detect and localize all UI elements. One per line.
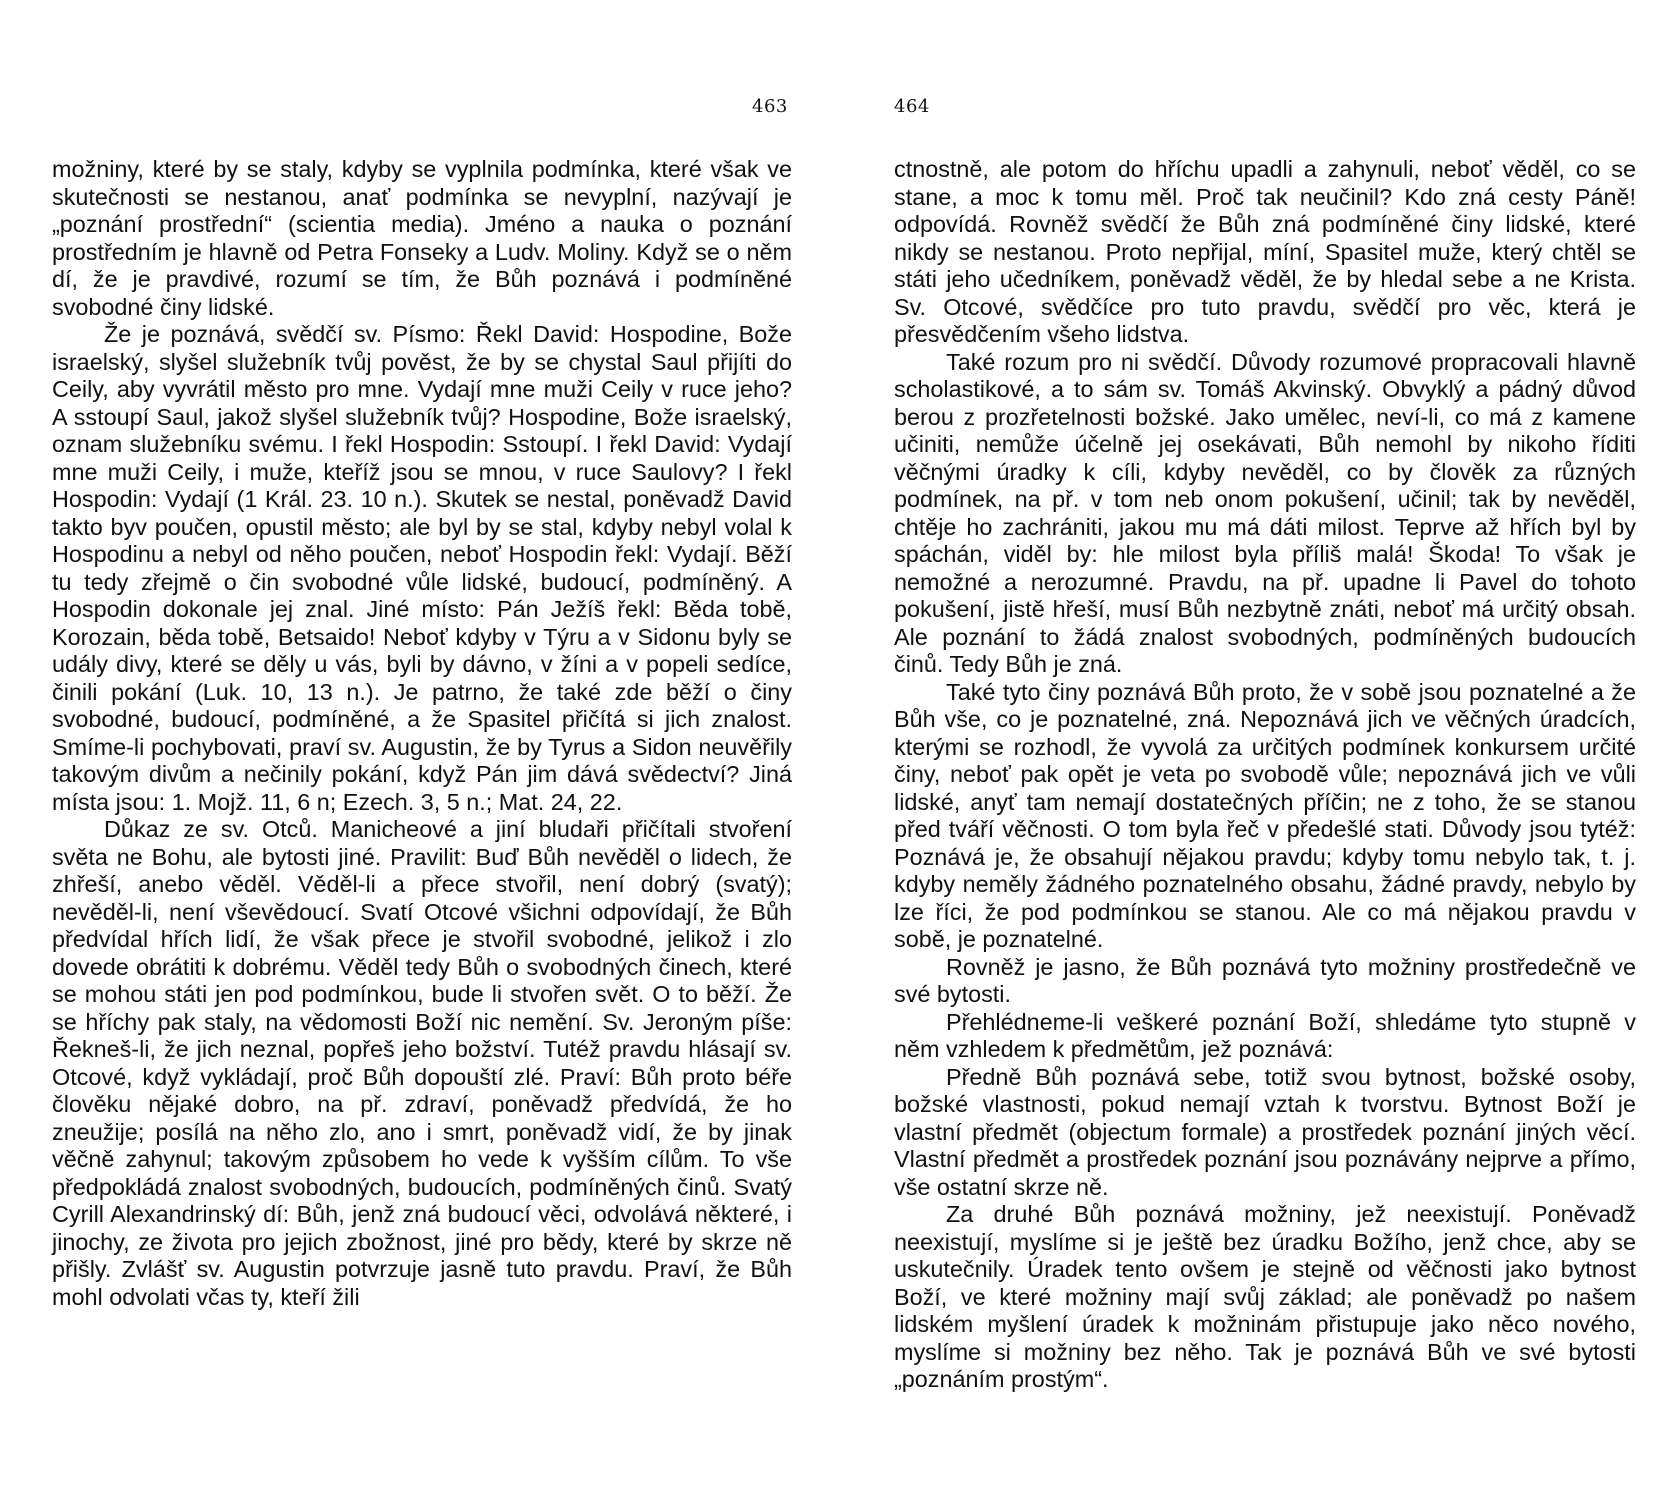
right-text-column (894, 156, 1636, 1394)
right-paragraph-1: ctnostně, ale potom do hříchu upadli a zahynuli, neboť věděl, co se stane, a moc k tomu měl. Proč tak neučinil? Kdo zná cesty Páně! odpovídá. Rovněž svědčí že Bůh zná podmíněné činy lidské, které nikdy se nestanou. Proto nepřijal, míní, Spasitel muže, který chtěl se státi jeho učedníkem, poněvadž věděl, že by hledal sebe a ne Krista. Sv. Otcové, svědčíce pro tuto pravdu, svědčí pro věc, která je přesvědčením všeho lidstva. (894, 156, 1636, 347)
right-paragraph-7: Za druhé Bůh poznává možniny, jež neexistují. Poněvadž neexistují, myslíme si je ještě bez úradku Božího, jenž chce, aby se uskutečnily. Úradek tento ovšem je stejně od věčnosti jako bytnost Boží, ve které možniny mají svůj základ; ale poněvadž po našem lidském myšlení úradek k možninám přistupuje jako něco nového, myslíme si možniny bez něho. Tak je poznává Bůh ve své bytosti „poznáním prostým“. (894, 1201, 1636, 1392)
right-paragraph-5: Přehlédneme-li veškeré poznání Boží, shledáme tyto stupně v něm vzhledem k předmětům, jež poznává: (894, 1008, 1636, 1062)
page-number-left: 463 (752, 96, 788, 117)
left-text-column (52, 156, 792, 1311)
right-paragraph-3: Také tyto činy poznává Bůh proto, že v sobě jsou poznatelné a že Bůh vše, co je poznatelné, zná. Nepoznává jich ve věčných úradcích, kterými se rozhodl, že vyvolá za určitých podmínek konkursem určité činy, neboť pak opět je veta po svobodě vůle; nepoznává jich ve vůli lidské, anyť tam nemají dostatečných příčin; ne z toho, že se stanou před tváří věčnosti. O tom byla řeč v předešlé stati. Důvody jsou tytéž: Poznává je, že obsahují nějakou pravdu; kdyby tomu nebylo tak, t. j. kdyby neměly žádného poznatelného obsahu, žádné pravdy, nebylo by lze říci, že pod podmínkou se stanou. Ale co má nějakou pravdu v sobě, je poznatelné. (894, 678, 1636, 952)
left-paragraph-1: možniny, které by se staly, kdyby se vyplnila podmínka, které však ve skutečnosti se nestanou, anať podmínka se nevyplní, nazývají je „poznání prostřední“ (scientia media). Jméno a nauka o poznání prostředním je hlavně od Petra Fonseky a Ludv. Moliny. Když se o něm dí, že je pravdivé, rozumí se tím, že Bůh poznává i podmíněné svobodné činy lidské. (52, 156, 792, 320)
page-number-right: 464 (894, 96, 930, 117)
right-paragraph-4: Rovněž je jasno, že Bůh poznává tyto možniny prostředečně ve své bytosti. (894, 953, 1636, 1007)
right-page (836, 0, 1672, 1500)
right-paragraph-6: Předně Bůh poznává sebe, totiž svou bytnost, božské osoby, božské vlastnosti, pokud nemají vztah k tvorstvu. Bytnost Boží je vlastní předmět (objectum formale) a prostředek poznání jiných věcí. Vlastní předmět a prostředek poznání jsou poznávány nejprve a přímo, vše ostatní skrze ně. (894, 1063, 1636, 1200)
left-paragraph-3: Důkaz ze sv. Otců. Manicheové a jiní bludaři přičítali stvoření světa ne Bohu, ale bytosti jiné. Pravilit: Buď Bůh nevěděl o lidech, že zhřeší, anebo věděl. Věděl-li a přece stvořil, není dobrý (svatý); nevěděl-li, není vševědoucí. Svatí Otcové všichni odpovídají, že Bůh předvídal hřích lidí, že však přece je stvořil svobodné, jelikož i zlo dovede obrátiti k dobrému. Věděl tedy Bůh o svobodných činech, které se mohou státi jen pod podmínkou, bude li stvořen svět. O to běží. Že se hříchy pak staly, na vědomosti Boží nic nemění. Sv. Jeroným píše: Řekneš-li, že jich neznal, popřeš jeho božství. Tutéž pravdu hlásají sv. Otcové, když vykládají, proč Bůh dopouští zlé. Praví: Bůh proto béře člověku nějaké dobro, na př. zdraví, poněvadž předvídá, že ho zneužije; posílá na něho zlo, ano i smrt, poněvadž vidí, že by jinak věčně zahynul; takovým způsobem ho vede k vyšším cílům. To vše předpokládá znalost svobodných, budoucích, podmíněných činů. Svatý Cyrill Alexandrinský dí: Bůh, jenž zná budoucí věci, odvolává některé, i jinochy, ze života pro jejich zbožnost, jiné pro bědy, které by skrze ně přišly. Zvlášť sv. Augustin potvrzuje jasně tuto pravdu. Praví, že Bůh mohl odvolati včas ty, kteří žili (52, 816, 792, 1310)
right-paragraph-2: Také rozum pro ni svědčí. Důvody rozumové propracovali hlavně scholastikové, a to sám sv. Tomáš Akvinský. Obvyklý a pádný důvod berou z prozřetelnosti božské. Jako umělec, neví-li, co má z kamene učiniti, nemůže účelně jej osekávati, Bůh nemohl by nikoho říditi věčnými úradky k cíli, kdyby nevěděl, co by člověk za různých podmínek, na př. v tom neb onom pokušení, učinil; tak by nevěděl, chtěje ho zachrániti, jakou mu má dáti milost. Teprve až hřích byl by spáchán, viděl by: hle milost byla příliš malá! Škoda! To však je nemožné a nerozumné. Pravdu, na př. upadne li Pavel do tohoto pokušení, jistě hřeší, musí Bůh nezbytně znáti, neboť má určitý obsah. Ale poznání to žádá znalost svobodných, podmíněných budoucích činů. Tedy Bůh je zná. (894, 348, 1636, 677)
left-paragraph-2: Že je poznává, svědčí sv. Písmo: Řekl David: Hospodine, Bože israelský, slyšel služebník tvůj pověst, že by se chystal Saul přijíti do Ceily, aby vyvrátil město pro mne. Vydají mne muži Ceily v ruce jeho? A sstoupí Saul, jakož slyšel služebník tvůj? Hospodine, Bože israelský, oznam služebníku svému. I řekl Hospodin: Sstoupí. I řekl David: Vydají mne muži Ceily, i muže, kteříž jsou se mnou, v ruce Saulovy? I řekl Hospodin: Vydají (1 Král. 23. 10 n.). Skutek se nestal, poněvadž David takto byv poučen, opustil město; ale byl by se stal, kdyby nebyl volal k Hospodinu a nebyl od něho poučen, neboť Hospodin řekl: Vydají. Běží tu tedy zřejmě o čin svobodné vůle lidské, budoucí, podmíněný. A Hospodin dokonale jej znal. Jiné místo: Pán Ježíš řekl: Běda tobě, Korozain, běda tobě, Betsaido! Neboť kdyby v Týru a v Sidonu byly se udály divy, které se děly u vás, byli by dávno, v žíni a v popeli sedíce, činili pokání (Luk. 10, 13 n.). Je patrno, že také zde běží o činy svobodné, budoucí, podmíněné, a že Spasitel přičítá si jich znalost. Smíme-li pochybovati, praví sv. Augustin, že by Tyrus a Sidon neuvěřily takovým divům a nečinily pokání, když Pán jim dává svědectví? Jiná místa jsou: 1. Mojž. 11, 6 n; Ezech. 3, 5 n.; Mat. 24, 22. (52, 321, 792, 815)
